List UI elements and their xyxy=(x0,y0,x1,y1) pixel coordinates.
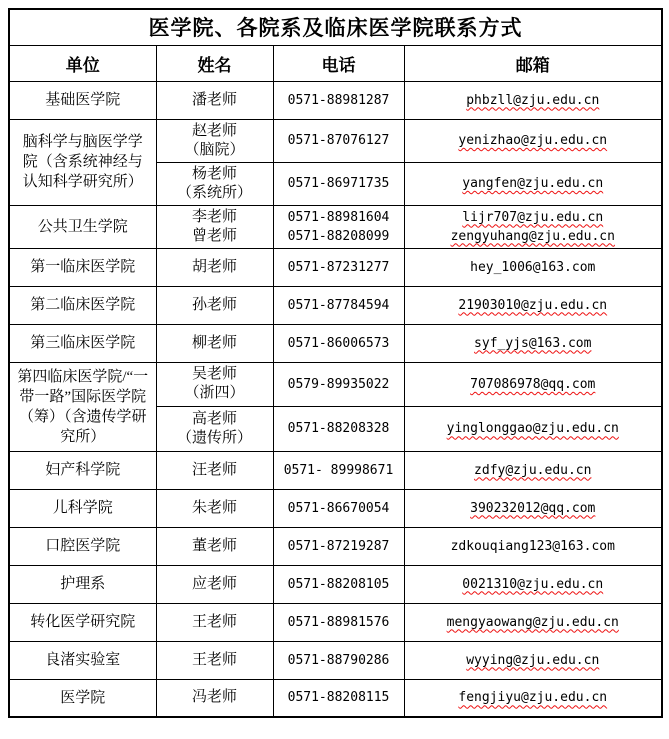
phone-cell xyxy=(273,248,404,286)
name-text: 朱老师 xyxy=(191,499,237,516)
phone-cell xyxy=(273,407,404,452)
email-text: mengyaowang@zju.edu.cn xyxy=(446,614,619,630)
email-text: phbzll@zju.edu.cn xyxy=(466,92,600,108)
email-text: yinglonggao@zju.edu.cn xyxy=(446,421,619,437)
table-row xyxy=(9,527,662,565)
name-text: 柳老师 xyxy=(191,334,237,351)
phone-cell xyxy=(273,119,404,162)
name-cell xyxy=(156,362,273,407)
name-text: 王老师 xyxy=(191,651,237,668)
name-cell xyxy=(156,205,273,248)
phone-text: 0571-88208115 xyxy=(287,690,390,706)
name-cell xyxy=(156,565,273,603)
name-text: 杨老师 xyxy=(191,165,237,182)
table-row xyxy=(9,119,662,162)
name-cell xyxy=(156,81,273,119)
email-cell xyxy=(404,362,662,407)
name-cell xyxy=(156,119,273,162)
table-row xyxy=(9,362,662,407)
name-text: 潘老师 xyxy=(191,91,237,108)
phone-cell xyxy=(273,641,404,679)
name-text: 曾老师 xyxy=(191,227,237,244)
email-cell xyxy=(404,162,662,205)
name-cell xyxy=(156,286,273,324)
unit-text: 口腔医学院 xyxy=(45,538,121,554)
email-cell xyxy=(404,81,662,119)
name-cell xyxy=(156,248,273,286)
email-text: syf_yjs@163.com xyxy=(474,335,592,351)
name-text: 高老师 xyxy=(191,410,237,427)
unit-cell xyxy=(9,248,156,286)
unit-cell xyxy=(9,603,156,641)
phone-cell xyxy=(273,362,404,407)
unit-cell xyxy=(9,362,156,451)
phone-cell xyxy=(273,527,404,565)
email-cell xyxy=(404,565,662,603)
email-cell xyxy=(404,527,662,565)
unit-text: 第四临床医学院/“一带一路”国际医学院（筹）（含遗传学研究所） xyxy=(17,368,149,445)
column-header-unit: 单位 xyxy=(9,45,156,81)
unit-cell xyxy=(9,641,156,679)
unit-cell xyxy=(9,527,156,565)
email-text: 0021310@zju.edu.cn xyxy=(462,576,604,592)
unit-cell xyxy=(9,679,156,717)
name-text: （浙四） xyxy=(184,385,245,402)
name-cell xyxy=(156,527,273,565)
name-text: 王老师 xyxy=(191,613,237,630)
phone-text: 0571-88790286 xyxy=(287,652,390,668)
name-text: 李老师 xyxy=(191,208,237,225)
email-text: yenizhao@zju.edu.cn xyxy=(458,133,608,148)
unit-text: 儿科学院 xyxy=(52,500,113,516)
unit-text: 医学院 xyxy=(60,689,106,706)
unit-cell xyxy=(9,451,156,489)
contact-table-body xyxy=(9,81,662,717)
email-cell xyxy=(404,489,662,527)
phone-cell xyxy=(273,286,404,324)
unit-cell xyxy=(9,489,156,527)
unit-cell xyxy=(9,205,156,248)
title-row xyxy=(9,9,662,45)
email-text: yangfen@zju.edu.cn xyxy=(462,176,604,191)
phone-cell xyxy=(273,565,404,603)
unit-text: 公共卫生学院 xyxy=(37,218,128,235)
email-cell xyxy=(404,286,662,324)
phone-cell xyxy=(273,679,404,717)
name-text: 吴老师 xyxy=(191,366,237,383)
phone-cell xyxy=(273,162,404,205)
phone-text: 0579-89935022 xyxy=(287,376,390,392)
email-cell xyxy=(404,407,662,452)
name-text: 胡老师 xyxy=(191,258,237,275)
unit-text: 第二临床医学院 xyxy=(30,297,136,313)
phone-text: 0571-88208099 xyxy=(287,228,390,244)
unit-text: 基础医学院 xyxy=(45,92,121,108)
name-cell xyxy=(156,603,273,641)
unit-cell xyxy=(9,119,156,205)
email-cell xyxy=(404,641,662,679)
phone-text: 0571-86006573 xyxy=(287,335,390,351)
unit-text: 妇产科学院 xyxy=(45,462,121,478)
column-header-phone: 电话 xyxy=(273,45,404,81)
table-row xyxy=(9,679,662,717)
email-cell xyxy=(404,324,662,362)
unit-cell xyxy=(9,286,156,324)
phone-cell xyxy=(273,603,404,641)
table-row xyxy=(9,641,662,679)
table-row xyxy=(9,489,662,527)
unit-cell xyxy=(9,81,156,119)
column-header-email: 邮箱 xyxy=(404,45,662,81)
email-text: hey_1006@163.com xyxy=(470,259,596,275)
column-header-row xyxy=(9,45,662,81)
email-cell xyxy=(404,679,662,717)
table-row xyxy=(9,205,662,248)
phone-text: 0571-87219287 xyxy=(287,538,390,554)
table-row xyxy=(9,248,662,286)
phone-cell xyxy=(273,451,404,489)
column-header-name: 姓名 xyxy=(156,45,273,81)
phone-text: 0571-88208105 xyxy=(287,576,390,592)
name-text: （系统所） xyxy=(176,184,252,201)
email-text: wyying@zju.edu.cn xyxy=(466,652,600,668)
name-cell xyxy=(156,679,273,717)
unit-text: 第一临床医学院 xyxy=(30,259,136,275)
phone-cell xyxy=(273,205,404,248)
phone-cell xyxy=(273,81,404,119)
name-text: 冯老师 xyxy=(191,689,237,706)
phone-text: 0571-87231277 xyxy=(287,259,390,275)
table-title: 医学院、各院系及临床医学院联系方式 xyxy=(9,9,662,45)
phone-text: 0571-88981576 xyxy=(287,614,390,630)
table-row xyxy=(9,286,662,324)
phone-text: 0571-86670054 xyxy=(287,500,390,516)
phone-text: 0571-88981604 xyxy=(287,209,390,225)
email-cell xyxy=(404,451,662,489)
email-text: zdfy@zju.edu.cn xyxy=(474,462,592,478)
email-text: fengjiyu@zju.edu.cn xyxy=(458,690,608,706)
table-row xyxy=(9,324,662,362)
table-row xyxy=(9,451,662,489)
email-text: zdkouqiang123@163.com xyxy=(450,538,615,554)
name-cell xyxy=(156,451,273,489)
name-text: 赵老师 xyxy=(191,122,237,139)
name-cell xyxy=(156,641,273,679)
phone-text: 0571-88208328 xyxy=(287,421,390,437)
email-cell xyxy=(404,119,662,162)
phone-text: 0571- 89998671 xyxy=(283,462,394,478)
contact-table xyxy=(8,8,663,718)
unit-text: 转化医学研究院 xyxy=(30,614,136,630)
email-text: zengyuhang@zju.edu.cn xyxy=(450,228,615,244)
table-row xyxy=(9,565,662,603)
phone-cell xyxy=(273,324,404,362)
name-text: 应老师 xyxy=(191,575,237,592)
name-text: 汪老师 xyxy=(191,461,237,478)
phone-text: 0571-86971735 xyxy=(287,176,390,191)
table-row xyxy=(9,603,662,641)
email-text: 707086978@qq.com xyxy=(470,376,596,392)
name-cell xyxy=(156,489,273,527)
unit-text: 护理系 xyxy=(60,576,106,592)
email-cell xyxy=(404,205,662,248)
table-head xyxy=(9,9,662,81)
name-cell xyxy=(156,162,273,205)
unit-text: 第三临床医学院 xyxy=(30,335,136,351)
name-text: （脑院） xyxy=(184,141,245,158)
email-text: lijr707@zju.edu.cn xyxy=(462,209,604,225)
phone-text: 0571-88981287 xyxy=(287,92,390,108)
name-cell xyxy=(156,407,273,452)
email-cell xyxy=(404,603,662,641)
unit-cell xyxy=(9,324,156,362)
table-row xyxy=(9,81,662,119)
unit-text: 良渚实验室 xyxy=(45,652,121,668)
email-cell xyxy=(404,248,662,286)
phone-text: 0571-87784594 xyxy=(287,297,390,313)
name-text: 董老师 xyxy=(191,537,237,554)
unit-cell xyxy=(9,565,156,603)
name-text: （遗传所） xyxy=(176,429,252,446)
phone-text: 0571-87076127 xyxy=(287,133,390,148)
email-text: 390232012@qq.com xyxy=(470,500,596,516)
unit-text: 脑科学与脑医学学院（含系统神经与认知科学研究所） xyxy=(22,134,143,190)
phone-cell xyxy=(273,489,404,527)
email-text: 21903010@zju.edu.cn xyxy=(458,297,608,313)
name-text: 孙老师 xyxy=(191,296,237,313)
name-cell xyxy=(156,324,273,362)
